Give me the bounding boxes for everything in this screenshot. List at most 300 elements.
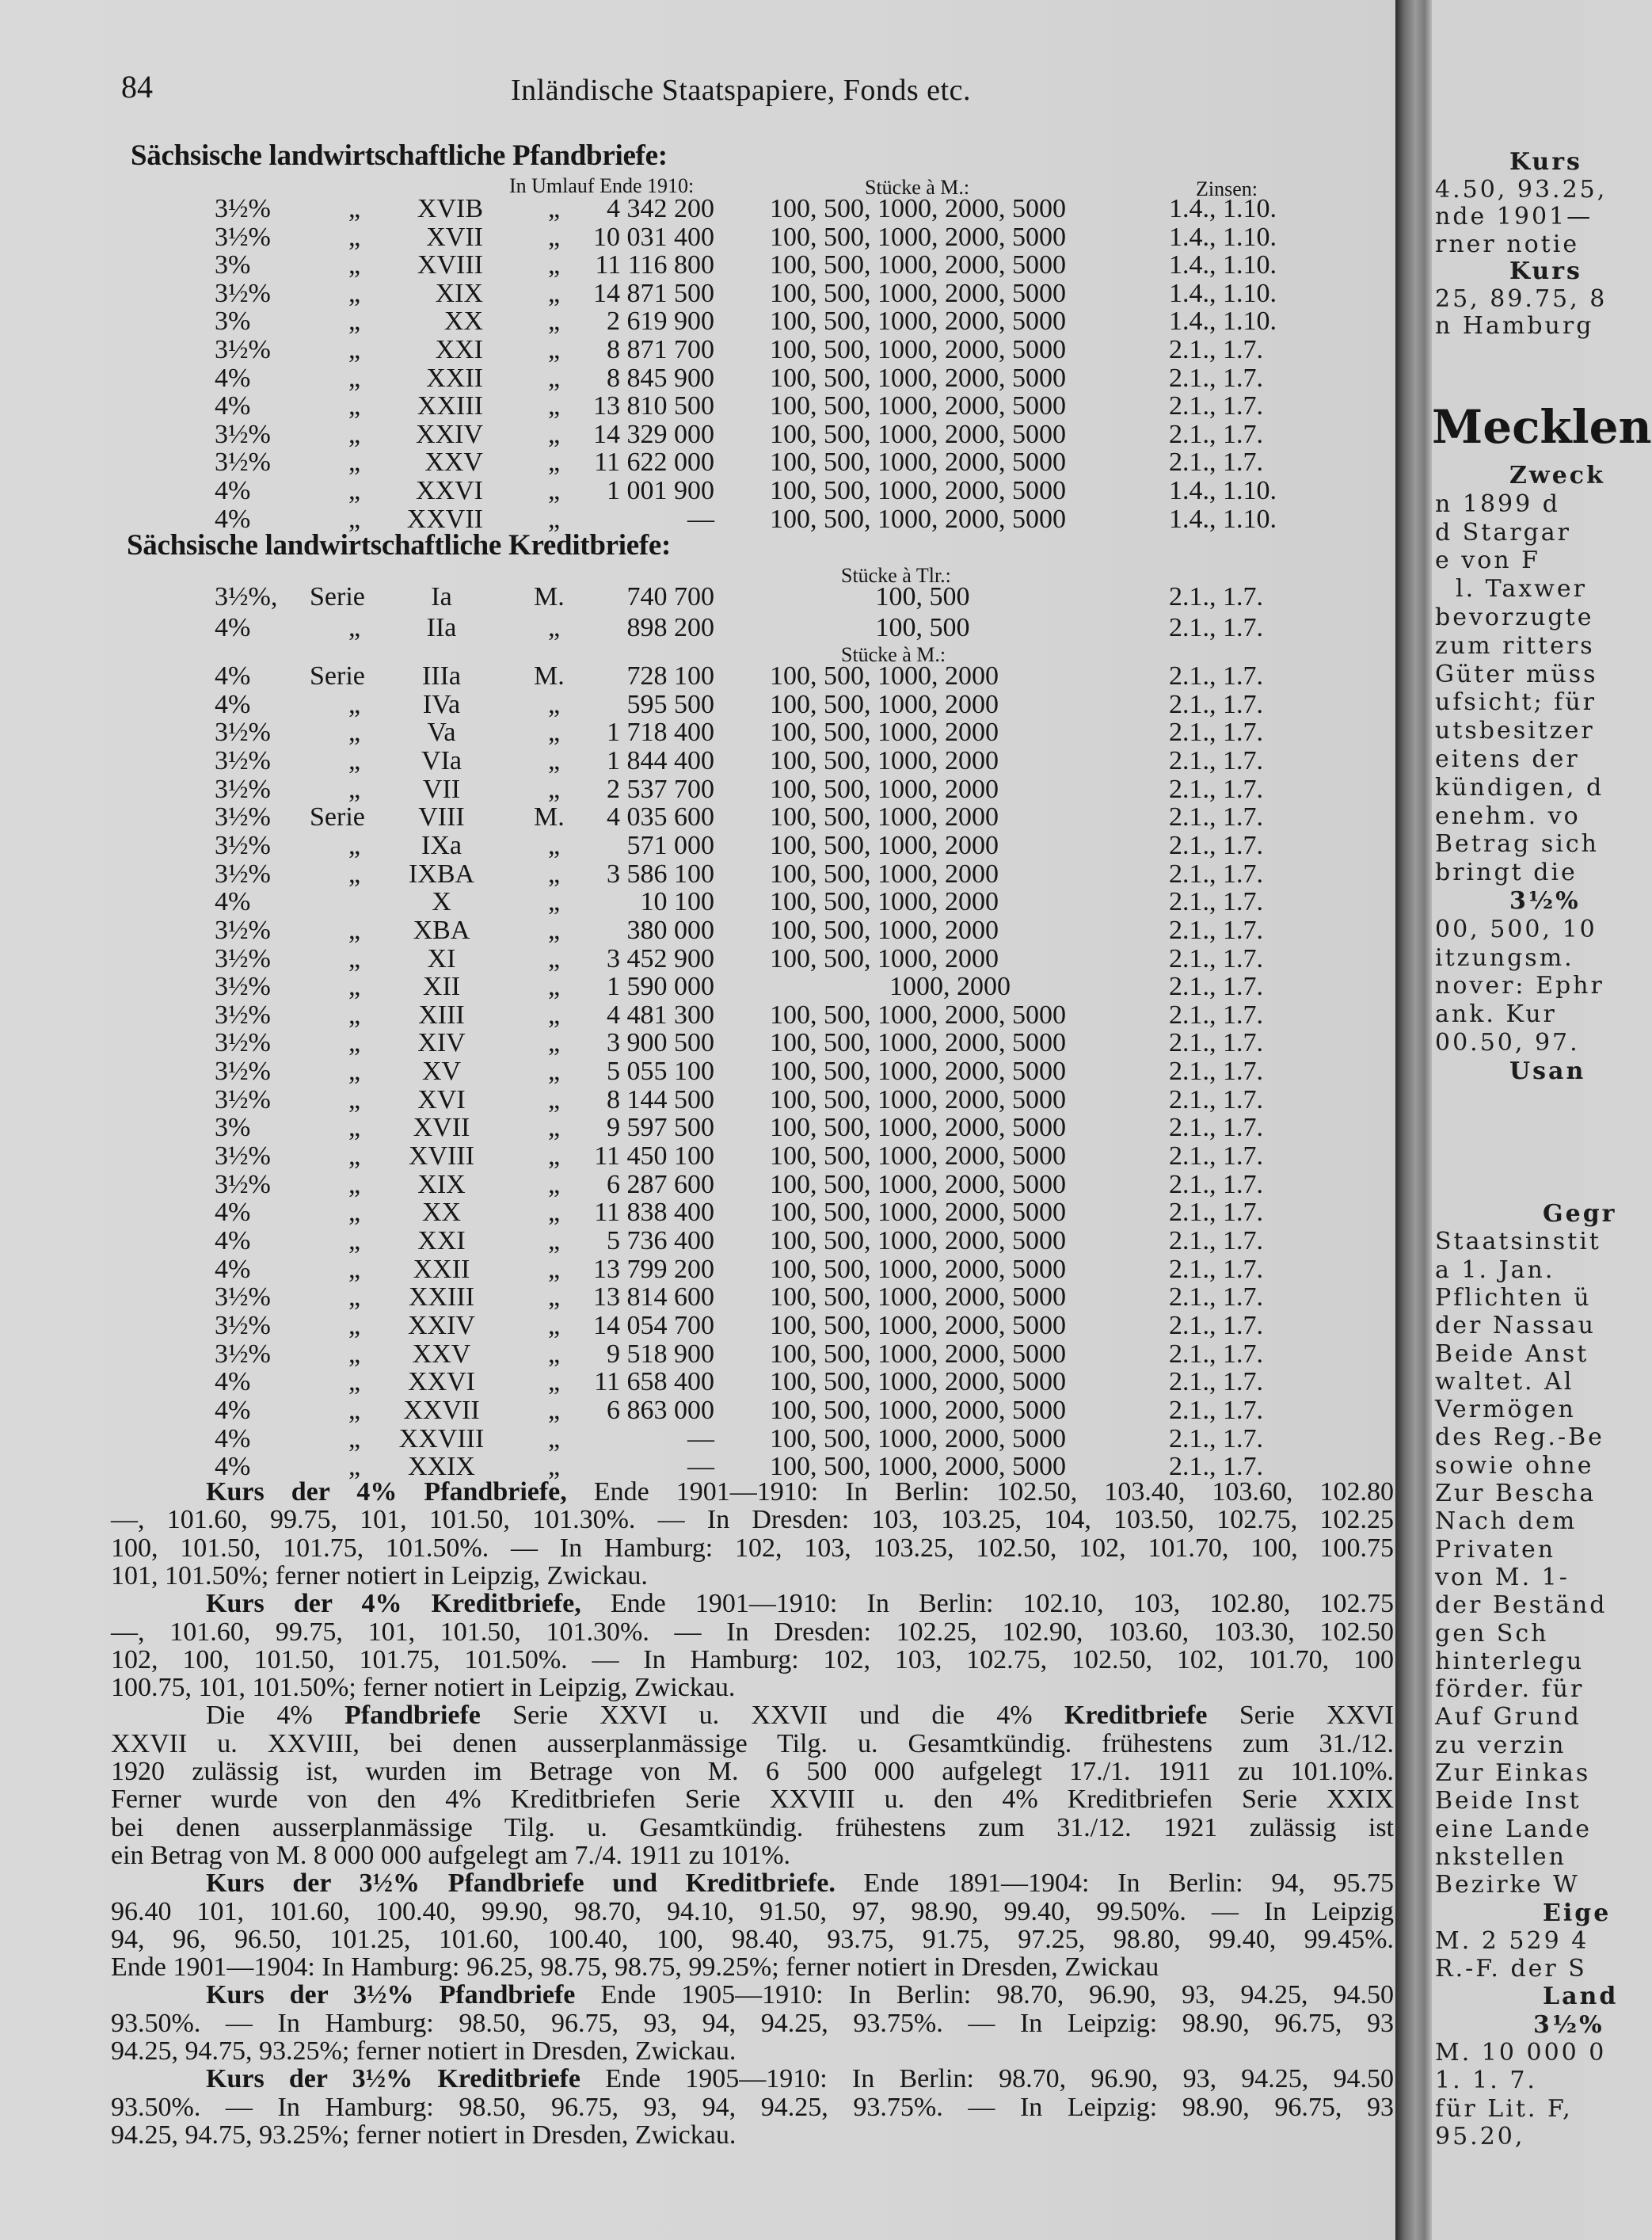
rate: 3½% <box>215 222 271 252</box>
series-label: „ <box>348 943 361 973</box>
amount-label: „ <box>548 1254 561 1284</box>
right-page-line: kündigen, d <box>1435 773 1604 802</box>
amount-outstanding: 11 658 400 <box>594 1367 714 1397</box>
right-page-line: Usan <box>1509 1057 1586 1085</box>
paragraph-line <box>111 1842 1394 1870</box>
right-page-line: für Lit. F, <box>1435 2094 1573 2123</box>
series-label: „ <box>348 222 361 252</box>
interest-dates: 2.1., 1.7. <box>1169 1057 1263 1087</box>
series-label: Serie <box>310 802 365 832</box>
denominations: 100, 500, 1000, 2000, 5000 <box>770 448 1066 478</box>
rate: 3% <box>215 307 251 337</box>
amount-outstanding: 1 718 400 <box>607 718 714 748</box>
series-label: „ <box>348 194 361 223</box>
amount-outstanding: 13 814 600 <box>593 1282 714 1312</box>
rate: 3½% <box>215 1169 271 1199</box>
series-label: „ <box>348 335 361 364</box>
rate: 4% <box>215 1367 251 1397</box>
amount-outstanding: 595 500 <box>626 689 714 719</box>
interest-dates: 2.1., 1.7. <box>1169 1084 1263 1114</box>
bold-term: Kreditbriefe <box>1064 1701 1208 1731</box>
amount-outstanding: 13 799 200 <box>593 1254 714 1284</box>
right-page-line: ufsicht; für <box>1435 688 1597 717</box>
amount-label: „ <box>548 1423 561 1453</box>
series-number: XVII <box>413 1113 470 1143</box>
rate: 3½% <box>215 1000 271 1030</box>
right-page-line: 00.50, 97. <box>1435 1029 1580 1057</box>
denominations: 100, 500, 1000, 2000, 5000 <box>770 391 1066 421</box>
text-run: 102, 100, 101.50, 101.75, 101.50%. — In Hamburg: 102, 103, 102.75, 102.50, 102, 101.70, 100 <box>111 1644 1394 1674</box>
right-page-line: n Hamburg <box>1435 312 1594 340</box>
text-run: ein Betrag von M. 8 000 000 aufgelegt am 7./4. 1911 zu 101%. <box>111 1840 791 1870</box>
denominations: 100, 500, 1000, 2000, 5000 <box>770 1028 1066 1058</box>
interest-dates: 2.1., 1.7. <box>1169 1282 1263 1312</box>
rate: 4% <box>215 689 251 719</box>
bold-term: Kurs der 3½% Kreditbriefe <box>206 2064 580 2094</box>
series-label: „ <box>348 1282 361 1312</box>
rate: 3½% <box>215 859 271 889</box>
interest-dates: 2.1., 1.7. <box>1169 802 1263 832</box>
col-header-stuecke: Stücke à M.: <box>865 176 970 199</box>
series-label: „ <box>348 1113 361 1143</box>
series-label: „ <box>348 250 361 280</box>
interest-dates: 2.1., 1.7. <box>1169 1169 1263 1199</box>
amount-outstanding: 8 871 700 <box>607 335 714 364</box>
series-label: „ <box>348 448 361 478</box>
right-page-line: Auf Grund <box>1435 1703 1582 1731</box>
amount-outstanding: 5 055 100 <box>607 1057 714 1087</box>
denominations: 100, 500, 1000, 2000, 5000 <box>770 1339 1066 1369</box>
amount-label: „ <box>548 278 561 308</box>
interest-dates: 2.1., 1.7. <box>1169 1395 1263 1425</box>
right-page-line: ank. Kur <box>1435 1000 1557 1029</box>
right-page-line: 95.20, <box>1435 2122 1525 2150</box>
amount-outstanding: 4 481 300 <box>607 1000 714 1030</box>
series-number: Ia <box>431 582 452 611</box>
col-header-stuecke-m: Stücke à M.: <box>841 643 946 666</box>
series-number: Va <box>427 718 456 748</box>
rate: 3½% <box>215 1028 271 1058</box>
amount-outstanding: 13 810 500 <box>593 391 714 421</box>
right-page-heading: Mecklen <box>1432 400 1652 454</box>
series-number: XIV <box>417 1028 466 1058</box>
denominations: 100, 500, 1000, 2000, 5000 <box>770 1000 1066 1030</box>
text-run: Ende 1905—1910: In Berlin: 98.70, 96.90, 93, 94.25, 94.50 <box>575 1980 1394 2010</box>
denominations: 100, 500, 1000, 2000, 5000 <box>770 1113 1066 1143</box>
right-page-fragment <box>1432 0 1652 2240</box>
series-label: „ <box>348 1226 361 1255</box>
series-label: „ <box>348 391 361 421</box>
paragraph-line <box>206 1478 1394 1507</box>
amount-label: „ <box>548 1395 561 1425</box>
text-run: 93.50%. — In Hamburg: 98.50, 96.75, 93, 94, 94.25, 93.75%. — In Leipzig: 98.90, 96.75, 93 <box>111 2008 1394 2038</box>
rate: 3½% <box>215 830 271 860</box>
rate: 3½% <box>215 448 271 478</box>
right-page-line: M. 2 529 4 <box>1435 1926 1589 1955</box>
amount-outstanding: 1 001 900 <box>607 476 714 505</box>
denominations: 100, 500, 1000, 2000 <box>770 718 999 748</box>
right-page-line: nkstellen <box>1435 1842 1566 1871</box>
text-run: bei denen ausserplanmässige Tilg. u. Gesamtkündig. frühestens zum 31./12. 1921 zulässig ist <box>111 1812 1394 1842</box>
series-number: XVIII <box>417 250 483 280</box>
interest-dates: 2.1., 1.7. <box>1169 363 1263 393</box>
rate: 3½% <box>215 1057 271 1087</box>
series-label: „ <box>348 1395 361 1425</box>
interest-dates: 2.1., 1.7. <box>1169 1113 1263 1143</box>
amount-label: M. <box>534 661 565 691</box>
series-number: XXVII <box>403 1395 480 1425</box>
series-label: „ <box>348 613 361 642</box>
denominations: 100, 500, 1000, 2000, 5000 <box>770 504 1066 534</box>
amount-outstanding: 10 031 400 <box>593 222 714 252</box>
amount-label: „ <box>548 689 561 719</box>
amount-outstanding: 3 452 900 <box>607 943 714 973</box>
rate: 4% <box>215 1395 251 1425</box>
right-page-line: von M. 1- <box>1435 1563 1570 1591</box>
series-number: XXIII <box>408 1282 475 1312</box>
paragraph-line <box>111 1562 1394 1590</box>
rate: 3% <box>215 1113 251 1143</box>
text-run: 94.25, 94.75, 93.25%; ferner notiert in Dresden, Zwickau. <box>111 2036 737 2066</box>
amount-outstanding: 14 871 500 <box>593 278 714 308</box>
denominations: 100, 500, 1000, 2000, 5000 <box>770 335 1066 364</box>
amount-outstanding: 1 844 400 <box>607 745 714 775</box>
right-page-line: enehm. vo <box>1435 802 1581 830</box>
amount-outstanding: 8 144 500 <box>607 1084 714 1114</box>
denominations: 100, 500, 1000, 2000, 5000 <box>770 1395 1066 1425</box>
amount-label: „ <box>548 718 561 748</box>
right-page-line: Pflichten ü <box>1435 1283 1592 1312</box>
right-page-line: Güter müss <box>1435 660 1598 688</box>
interest-dates: 2.1., 1.7. <box>1169 887 1263 917</box>
denominations: 100, 500, 1000, 2000, 5000 <box>770 1198 1066 1228</box>
series-label: „ <box>348 859 361 889</box>
series-label: Serie <box>310 661 365 691</box>
rate: 4% <box>215 1198 251 1228</box>
paragraph-line <box>111 1674 1394 1702</box>
rate: 3½% <box>215 802 271 832</box>
text-run: Ferner wurde von den 4% Kreditbriefen Serie XXVIII u. den 4% Kreditbriefen Serie XXIX <box>111 1785 1394 1815</box>
amount-label: M. <box>534 802 565 832</box>
paragraph-line <box>111 2037 1394 2066</box>
right-page-line: Privaten <box>1435 1535 1556 1564</box>
right-page-line: gen Sch <box>1435 1619 1549 1648</box>
paragraph-line <box>111 1758 1394 1786</box>
series-number: XVII <box>426 222 483 252</box>
series-label: „ <box>348 718 361 748</box>
rate: 3½% <box>215 1141 271 1171</box>
interest-dates: 2.1., 1.7. <box>1169 1254 1263 1284</box>
denominations: 100, 500, 1000, 2000 <box>770 915 999 945</box>
amount-label: „ <box>548 1310 561 1340</box>
amount-outstanding: 9 597 500 <box>607 1113 714 1143</box>
right-page-line: der Nassau <box>1435 1312 1596 1340</box>
amount-outstanding: 14 054 700 <box>593 1310 714 1340</box>
text-run: 96.40 101, 101.60, 100.40, 99.90, 98.70, 94.10, 91.50, 97, 98.90, 99.40, 99.50%. — In Leipzig <box>111 1896 1394 1926</box>
text-run: Ende 1905—1910: In Berlin: 98.70, 96.90, 93, 94.25, 94.50 <box>580 2064 1395 2094</box>
series-number: X <box>432 887 451 917</box>
amount-outstanding: 11 838 400 <box>594 1198 714 1228</box>
interest-dates: 2.1., 1.7. <box>1169 943 1263 973</box>
series-number: XXV <box>412 1339 471 1369</box>
interest-dates: 1.4., 1.10. <box>1169 250 1277 280</box>
paragraph-line <box>206 1869 1394 1898</box>
series-label: „ <box>348 307 361 337</box>
amount-label: „ <box>548 1057 561 1087</box>
rate: 4% <box>215 1254 251 1284</box>
series-number: IIIa <box>421 661 462 691</box>
amount-label: „ <box>548 1113 561 1143</box>
bold-term: Kurs der 4% Kreditbriefe, <box>206 1589 581 1619</box>
series-number: XX <box>443 307 483 337</box>
interest-dates: 2.1., 1.7. <box>1169 1423 1263 1453</box>
denominations: 100, 500, 1000, 2000 <box>770 802 999 832</box>
series-number: XVI <box>417 1084 466 1114</box>
amount-outstanding: 9 518 900 <box>607 1339 714 1369</box>
denominations: 100, 500, 1000, 2000, 5000 <box>770 476 1066 505</box>
series-label: „ <box>348 830 361 860</box>
interest-dates: 2.1., 1.7. <box>1169 335 1263 364</box>
series-number: VIa <box>421 745 462 775</box>
rate: 4% <box>215 391 251 421</box>
right-page-line: des Reg.-Be <box>1435 1423 1604 1452</box>
series-number: XVIII <box>408 1141 475 1171</box>
interest-dates: 1.4., 1.10. <box>1169 476 1277 505</box>
interest-dates: 1.4., 1.10. <box>1169 222 1277 252</box>
text-run: 101, 101.50%; ferner notiert in Leipzig, Zwickau. <box>111 1560 648 1590</box>
denominations: 100, 500, 1000, 2000, 5000 <box>770 1141 1066 1171</box>
rate: 3½% <box>215 194 271 223</box>
denominations: 100, 500, 1000, 2000 <box>770 887 999 917</box>
right-page-line: 25, 89.75, 8 <box>1435 284 1608 313</box>
interest-dates: 1.4., 1.10. <box>1169 504 1277 534</box>
interest-dates: 2.1., 1.7. <box>1169 391 1263 421</box>
denominations: 100, 500, 1000, 2000, 5000 <box>770 363 1066 393</box>
interest-dates: 2.1., 1.7. <box>1169 1000 1263 1030</box>
paragraph-line <box>206 1590 1394 1618</box>
paragraph-line <box>111 1814 1394 1842</box>
denominations: 100, 500, 1000, 2000, 5000 <box>770 1226 1066 1255</box>
series-label: „ <box>348 363 361 393</box>
interest-dates: 1.4., 1.10. <box>1169 307 1277 337</box>
series-number: XII <box>422 972 461 1002</box>
rate: 3½% <box>215 972 271 1002</box>
amount-label: „ <box>548 745 561 775</box>
amount-label: „ <box>548 1452 561 1482</box>
series-label: „ <box>348 1084 361 1114</box>
series-number: IXBA <box>408 859 475 889</box>
text-run: Ende 1901—1910: In Berlin: 102.10, 103, 102.80, 102.75 <box>580 1589 1395 1619</box>
right-page-line: 3½% <box>1509 887 1581 915</box>
text-run: Die 4% <box>206 1701 345 1731</box>
text-run: Ende 1901—1904: In Hamburg: 96.25, 98.75, 98.75, 99.25%; ferner notiert in Dresden, Zwickau <box>111 1952 1159 1983</box>
col-header-umlauf: In Umlauf Ende 1910: <box>509 174 695 197</box>
series-number: XXIV <box>416 419 483 449</box>
amount-label: „ <box>548 1282 561 1312</box>
amount-label: „ <box>548 1169 561 1199</box>
amount-label: „ <box>548 915 561 945</box>
denominations: 100, 500, 1000, 2000, 5000 <box>770 1282 1066 1312</box>
denominations: 100, 500, 1000, 2000 <box>770 689 999 719</box>
amount-label: „ <box>548 363 561 393</box>
series-label: „ <box>348 972 361 1002</box>
denominations: 100, 500, 1000, 2000, 5000 <box>770 1423 1066 1453</box>
series-number: XIX <box>417 1169 466 1199</box>
amount-outstanding: 740 700 <box>626 582 714 611</box>
series-number: XBA <box>413 915 470 945</box>
denominations: 100, 500, 1000, 2000, 5000 <box>770 1169 1066 1199</box>
amount-label: „ <box>548 943 561 973</box>
paragraph-line <box>111 1506 1394 1534</box>
amount-outstanding: 571 000 <box>626 830 714 860</box>
interest-dates: 2.1., 1.7. <box>1169 774 1263 804</box>
amount-outstanding: 2 537 700 <box>607 774 714 804</box>
right-page-line: a 1. Jan. <box>1435 1255 1555 1284</box>
right-page-line: Zur Bescha <box>1435 1480 1597 1507</box>
text-run: Serie XXVI u. XXVII und die 4% <box>480 1701 1064 1731</box>
denominations: 100, 500, 1000, 2000 <box>770 830 999 860</box>
rate: 3½% <box>215 1282 271 1312</box>
amount-outstanding: 4 342 200 <box>607 194 714 223</box>
denominations: 100, 500, 1000, 2000 <box>770 943 999 973</box>
series-number: XXVIII <box>398 1423 485 1453</box>
series-label: „ <box>348 476 361 505</box>
paragraph-line <box>111 1898 1394 1926</box>
interest-dates: 2.1., 1.7. <box>1169 1141 1263 1171</box>
amount-outstanding: 4 035 600 <box>607 802 714 832</box>
series-number: IVa <box>422 689 461 719</box>
rate: 3½% <box>215 335 271 364</box>
right-page-line: Staatsinstit <box>1435 1228 1601 1256</box>
amount-outstanding: 6 863 000 <box>607 1395 714 1425</box>
rate: 4% <box>215 363 251 393</box>
amount-outstanding: 6 287 600 <box>607 1169 714 1199</box>
right-page-line: Zweck <box>1509 462 1605 490</box>
interest-dates: 2.1., 1.7. <box>1169 859 1263 889</box>
text-run: XXVII u. XXVIII, bei denen ausserplanmässige Tilg. u. Gesamtkündig. frühestens zum 31./12. <box>111 1728 1394 1758</box>
amount-outstanding: — <box>687 504 714 534</box>
rate: 3½% <box>215 915 271 945</box>
denominations: 100, 500, 1000, 2000, 5000 <box>770 1084 1066 1114</box>
series-label: „ <box>348 1254 361 1284</box>
right-page-line: Betrag sich <box>1435 830 1599 859</box>
interest-dates: 2.1., 1.7. <box>1169 1226 1263 1255</box>
series-number: XXIX <box>408 1452 475 1482</box>
right-page-line: Beide Inst <box>1435 1787 1582 1815</box>
rate: 3½%, <box>215 582 278 611</box>
text-run: 1920 zulässig ist, wurden im Betrage von M. 6 500 000 aufgelegt 17./1. 1911 zu 101.10%. <box>111 1757 1394 1786</box>
rate: 4% <box>215 476 251 505</box>
series-label: „ <box>348 689 361 719</box>
right-page-line: l. Taxwer <box>1456 575 1587 604</box>
right-page-line: Beide Anst <box>1435 1339 1589 1368</box>
page-title: Inländische Staatspapiere, Fonds etc. <box>511 74 971 107</box>
series-label: „ <box>348 1198 361 1228</box>
amount-label: „ <box>548 1141 561 1171</box>
denominations: 100, 500, 1000, 2000 <box>770 774 999 804</box>
rate: 3½% <box>215 1310 271 1340</box>
amount-label: „ <box>548 419 561 449</box>
amount-label: „ <box>548 391 561 421</box>
denominations: 100, 500, 1000, 2000, 5000 <box>770 1452 1066 1482</box>
denominations: 100, 500, 1000, 2000, 5000 <box>770 250 1066 280</box>
series-number: XXII <box>413 1254 470 1284</box>
paragraph-line <box>111 2010 1394 2038</box>
series-number: XI <box>427 943 456 973</box>
amount-outstanding: 1 590 000 <box>607 972 714 1002</box>
text-run: 94.25, 94.75, 93.25%; ferner notiert in Dresden, Zwickau. <box>111 2120 737 2150</box>
amount-label: „ <box>548 1084 561 1114</box>
amount-label: „ <box>548 859 561 889</box>
denominations: 100, 500, 1000, 2000, 5000 <box>770 1254 1066 1284</box>
interest-dates: 2.1., 1.7. <box>1169 745 1263 775</box>
amount-label: „ <box>548 222 561 252</box>
rate: 4% <box>215 1452 251 1482</box>
amount-outstanding: 14 329 000 <box>593 419 714 449</box>
interest-dates: 2.1., 1.7. <box>1169 1310 1263 1340</box>
denominations: 100, 500, 1000, 2000, 5000 <box>770 307 1066 337</box>
rate: 3½% <box>215 943 271 973</box>
right-page-line: Zur Einkas <box>1435 1759 1591 1787</box>
interest-dates: 2.1., 1.7. <box>1169 613 1263 642</box>
interest-dates: 2.1., 1.7. <box>1169 448 1263 478</box>
bold-term: Pfandbriefe <box>344 1701 481 1731</box>
interest-dates: 2.1., 1.7. <box>1169 1367 1263 1397</box>
interest-dates: 2.1., 1.7. <box>1169 1028 1263 1058</box>
right-page-line: itzungsm. <box>1435 943 1574 972</box>
interest-dates: 2.1., 1.7. <box>1169 419 1263 449</box>
right-page-line: 4.50, 93.25, <box>1435 175 1608 204</box>
interest-dates: 1.4., 1.10. <box>1169 194 1277 223</box>
denominations: 100, 500, 1000, 2000, 5000 <box>770 222 1066 252</box>
rate: 4% <box>215 887 251 917</box>
series-label: „ <box>348 1169 361 1199</box>
amount-label: „ <box>548 774 561 804</box>
amount-outstanding: 2 619 900 <box>607 307 714 337</box>
right-page-line: förder. für <box>1435 1675 1585 1704</box>
interest-dates: 2.1., 1.7. <box>1169 718 1263 748</box>
rate: 3½% <box>215 278 271 308</box>
amount-outstanding: 11 116 800 <box>595 250 714 280</box>
series-label: „ <box>348 1339 361 1369</box>
text-run: 100.75, 101, 101.50%; ferner notiert in Leipzig, Zwickau. <box>111 1673 736 1703</box>
amount-label: „ <box>548 1367 561 1397</box>
amount-label: „ <box>548 830 561 860</box>
series-label: „ <box>348 1423 361 1453</box>
amount-label: „ <box>548 335 561 364</box>
amount-outstanding: 3 900 500 <box>607 1028 714 1058</box>
right-page-line: nde 1901— <box>1435 203 1593 230</box>
amount-label: „ <box>548 972 561 1002</box>
right-page-line: Eige <box>1543 1899 1612 1927</box>
series-number: XXI <box>417 1226 466 1255</box>
bold-term: Kurs der 3½% Pfandbriefe <box>206 1980 576 2010</box>
rate: 3½% <box>215 1339 271 1369</box>
col-header-zinsen: Zinsen: <box>1196 177 1258 200</box>
right-page-line: n 1899 d <box>1435 490 1560 518</box>
series-label: „ <box>348 278 361 308</box>
right-page-line: Nach dem <box>1435 1507 1578 1536</box>
text-run: 94, 96, 96.50, 101.25, 101.60, 100.40, 100, 98.40, 93.75, 91.75, 97.25, 98.80, 99.40, 99.45%. <box>111 1924 1394 1954</box>
denominations: 100, 500, 1000, 2000, 5000 <box>770 194 1066 223</box>
page-number: 84 <box>121 69 153 105</box>
interest-dates: 2.1., 1.7. <box>1169 1198 1263 1228</box>
right-page-line: 3½% <box>1533 2010 1604 2039</box>
paragraph-line <box>111 1646 1394 1674</box>
amount-label: „ <box>548 194 561 223</box>
right-page-line: Kurs <box>1509 148 1582 176</box>
amount-label: „ <box>548 1028 561 1058</box>
